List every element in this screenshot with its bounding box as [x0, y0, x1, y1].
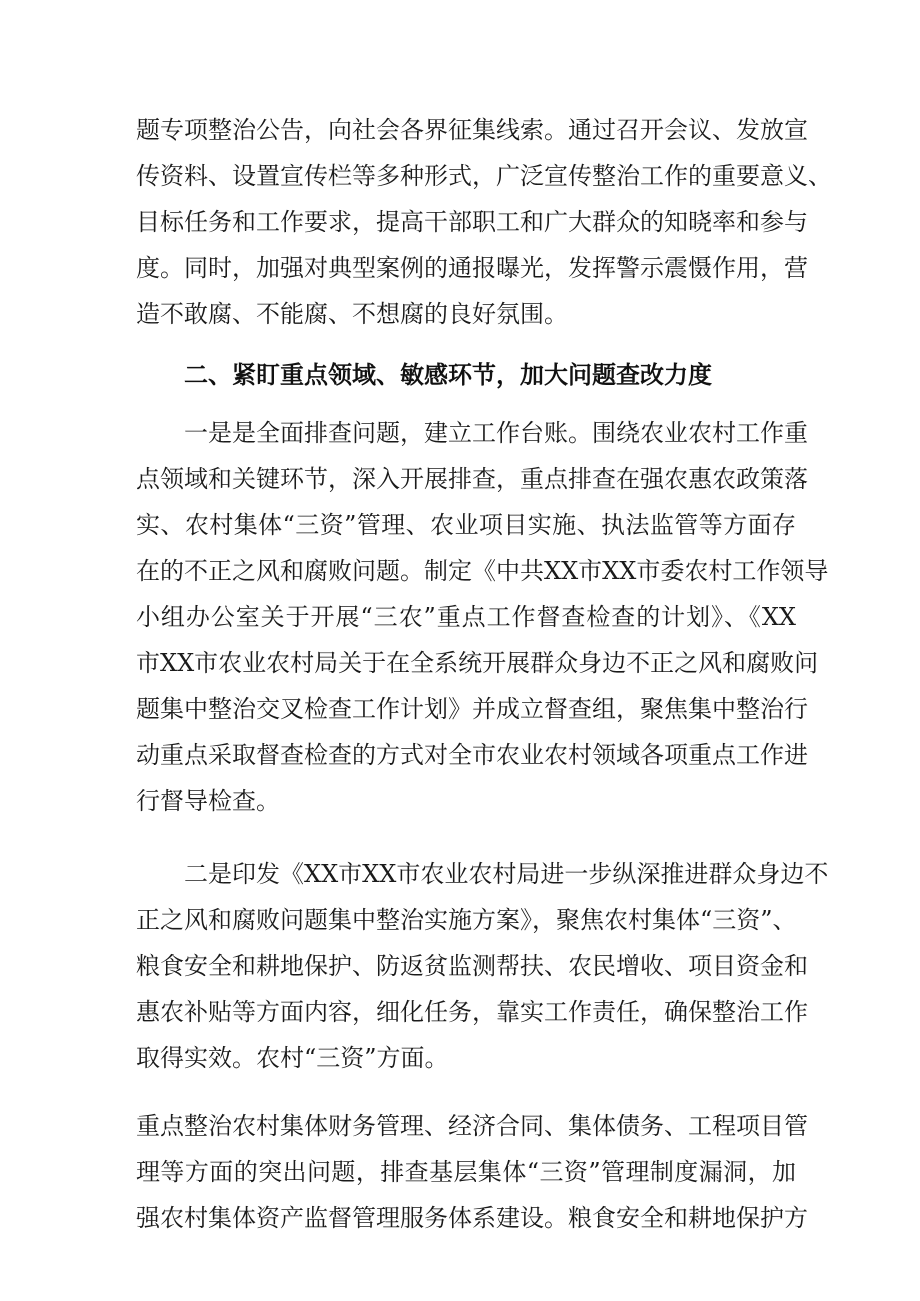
paragraph-line: 实、农村集体“三资”管理、农业项目实施、执法监管等方面存: [136, 511, 796, 539]
paragraph-line: 粮食安全和耕地保护、防返贫监测帮扶、农民增收、项目资金和: [136, 952, 808, 980]
paragraph-line: 题专项整治公告，向社会各界征集线索。通过召开会议、发放宣: [136, 116, 808, 144]
paragraph-line: 正之风和腐败问题集中整治实施方案》，聚焦农村集体“三资”、: [136, 906, 797, 934]
paragraph-line: 传资料、设置宣传栏等多种形式，广泛宣传整治工作的重要意义、: [136, 162, 832, 190]
paragraph-line: 动重点采取督查检查的方式对全市农业农村领域各项重点工作进: [136, 741, 808, 769]
paragraph-line: 行督导检查。: [136, 787, 280, 815]
paragraph-line: 强农村集体资产监督管理服务体系建设。粮食安全和耕地保护方: [136, 1204, 808, 1232]
paragraph-line: 一是是全面排查问题，建立工作台账。围绕农业农村工作重: [184, 419, 808, 447]
section-heading: 二、紧盯重点领域、敏感环节，加大问题查改力度: [184, 361, 712, 389]
paragraph-line: 惠农补贴等方面内容，细化任务，靠实工作责任，确保整治工作: [136, 998, 808, 1026]
paragraph-line: 理等方面的突出问题，排查基层集体“三资”管理制度漏洞，加: [136, 1158, 796, 1186]
paragraph-line: 造不敢腐、不能腐、不想腐的良好氛围。: [136, 300, 568, 328]
paragraph-line: 在的不正之风和腐败问题。制定《中共XX市XX市委农村工作领导: [136, 557, 829, 585]
paragraph-line: 点领域和关键环节，深入开展排查，重点排查在强农惠农政策落: [136, 465, 808, 493]
paragraph-line: 题集中整治交叉检查工作计划》并成立督查组，聚焦集中整治行: [136, 695, 808, 723]
paragraph-line: 目标任务和工作要求，提高干部职工和广大群众的知晓率和参与: [136, 208, 808, 236]
paragraph-line: 重点整治农村集体财务管理、经济合同、集体债务、工程项目管: [136, 1112, 808, 1140]
paragraph-line: 度。同时，加强对典型案例的通报曝光，发挥警示震慑作用，营: [136, 254, 808, 282]
paragraph-line: 二是印发《XX市XX市农业农村局进一步纵深推进群众身边不: [184, 860, 829, 888]
paragraph-line: 取得实效。农村“三资”方面。: [136, 1044, 449, 1072]
paragraph-line: 市XX市农业农村局关于在全系统开展群众身边不正之风和腐败问: [136, 649, 819, 677]
paragraph-line: 小组办公室关于开展“三农”重点工作督查检查的计划》、《XX: [136, 603, 796, 631]
